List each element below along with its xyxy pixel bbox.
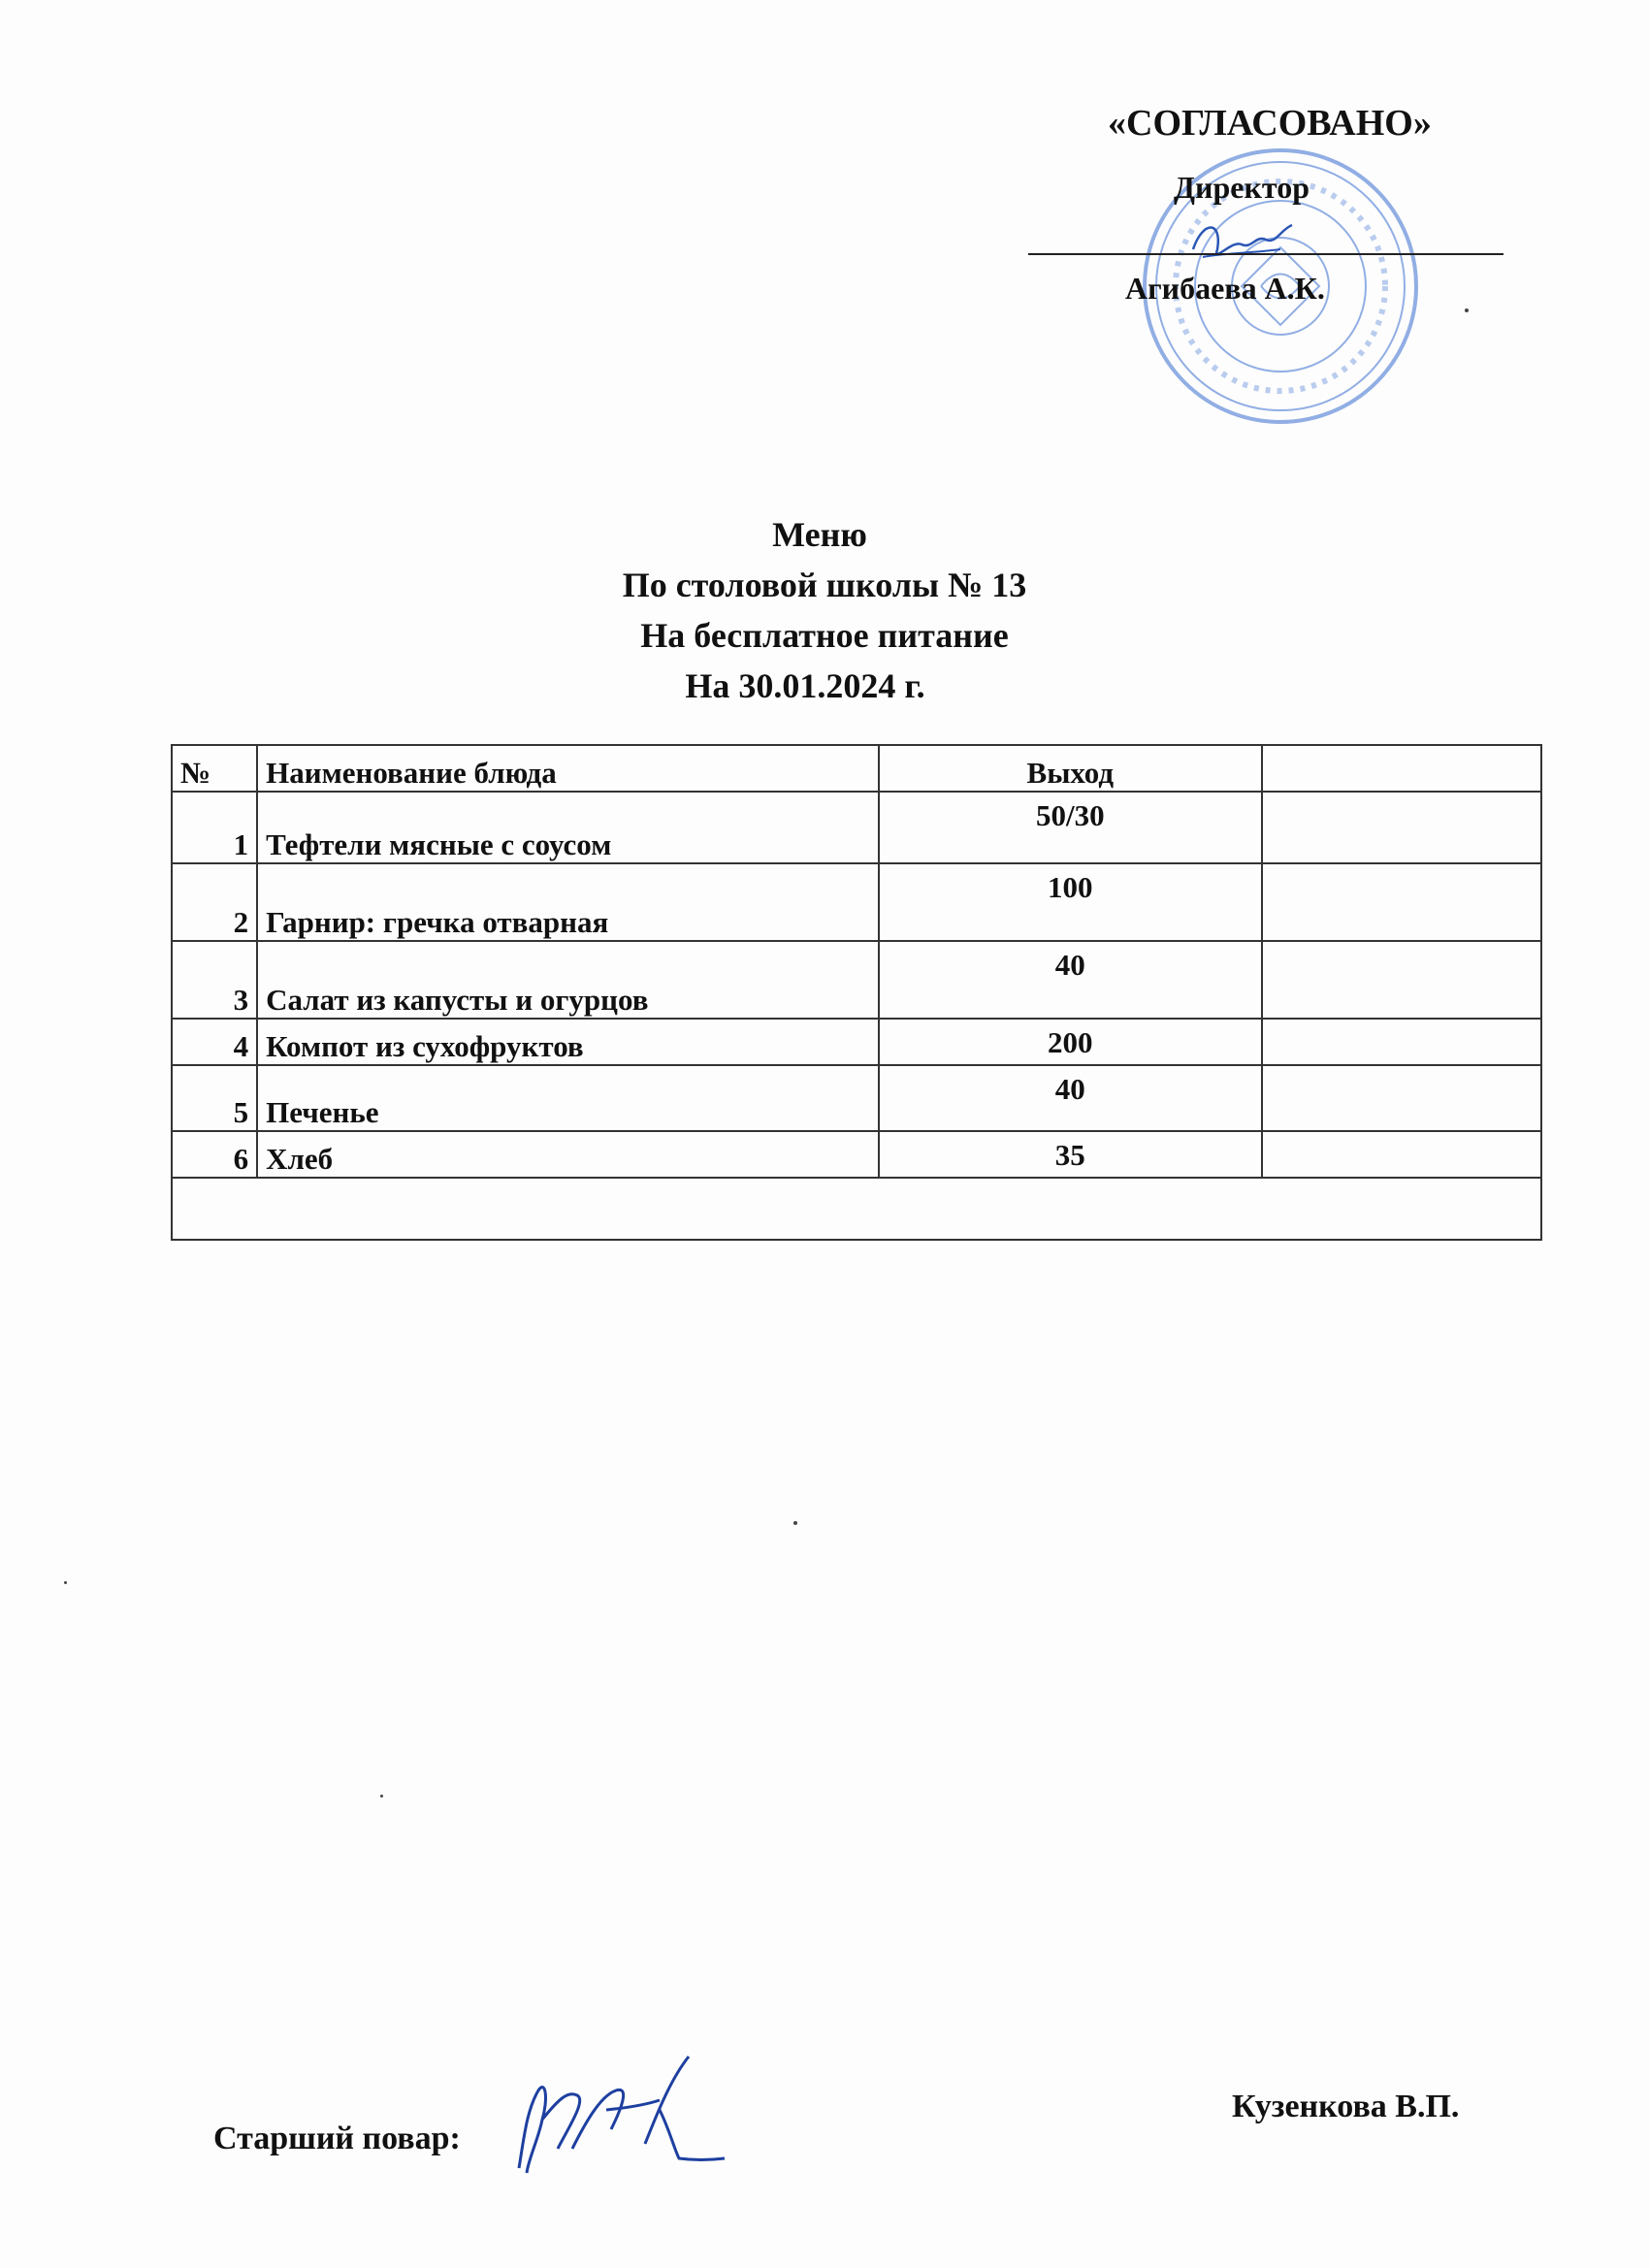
empty-footer-cell bbox=[172, 1178, 1541, 1240]
empty-cell bbox=[1262, 941, 1541, 1019]
chef-signature bbox=[500, 2052, 732, 2178]
dish-yield: 100 bbox=[879, 863, 1262, 941]
approval-name: Агибаева А.К. bbox=[1125, 271, 1325, 306]
table-row bbox=[172, 1131, 1541, 1178]
director-signature bbox=[1183, 211, 1300, 269]
header-line-1: Меню bbox=[772, 515, 867, 554]
table-row bbox=[172, 1065, 1541, 1131]
approval-block bbox=[1028, 102, 1513, 354]
scan-speck bbox=[380, 1795, 383, 1798]
table-row bbox=[172, 941, 1541, 1019]
approval-title: «СОГЛАСОВАНО» bbox=[1108, 103, 1432, 144]
approval-role: Директор bbox=[1174, 170, 1310, 205]
table-row bbox=[172, 863, 1541, 941]
header-line-2: По столовой школы № 13 bbox=[622, 566, 1027, 604]
empty-cell bbox=[1262, 1131, 1541, 1178]
header-line-4: На 30.01.2024 г. bbox=[685, 666, 925, 705]
dish-yield: 200 bbox=[879, 1019, 1262, 1065]
dish-name: Хлеб bbox=[257, 1131, 879, 1178]
dish-name: Компот из сухофруктов bbox=[257, 1019, 879, 1065]
dish-yield: 40 bbox=[879, 941, 1262, 1019]
empty-cell bbox=[1262, 1019, 1541, 1065]
scan-speck bbox=[793, 1521, 797, 1525]
row-number: 5 bbox=[172, 1065, 257, 1131]
column-header-yield: Выход bbox=[879, 745, 1262, 792]
row-number: 4 bbox=[172, 1019, 257, 1065]
column-header-dish: Наименование блюда bbox=[257, 745, 879, 792]
table-row bbox=[172, 792, 1541, 863]
row-number: 2 bbox=[172, 863, 257, 941]
table-row bbox=[172, 1019, 1541, 1065]
empty-cell bbox=[1262, 1065, 1541, 1131]
row-number: 3 bbox=[172, 941, 257, 1019]
chef-label: Старший повар: bbox=[213, 2121, 461, 2156]
dish-yield: 40 bbox=[879, 1065, 1262, 1131]
column-header-number: № bbox=[172, 745, 257, 792]
row-number: 1 bbox=[172, 792, 257, 863]
dish-yield: 35 bbox=[879, 1131, 1262, 1178]
header-line-3: На бесплатное питание bbox=[640, 616, 1009, 655]
scan-speck bbox=[64, 1581, 67, 1584]
chef-name: Кузенкова В.П. bbox=[1232, 2089, 1460, 2124]
empty-cell bbox=[1262, 863, 1541, 941]
table-footer-row bbox=[172, 1178, 1541, 1240]
dish-name: Тефтели мясные с соусом bbox=[257, 792, 879, 863]
signature-line bbox=[1028, 253, 1504, 255]
table-header-row bbox=[172, 745, 1541, 792]
scan-speck bbox=[1465, 308, 1469, 312]
empty-cell bbox=[1262, 792, 1541, 863]
dish-name: Гарнир: гречка отварная bbox=[257, 863, 879, 941]
column-header-extra bbox=[1262, 745, 1541, 792]
dish-name: Салат из капусты и огурцов bbox=[257, 941, 879, 1019]
row-number: 6 bbox=[172, 1131, 257, 1178]
document-header bbox=[0, 509, 1649, 711]
dish-yield: 50/30 bbox=[879, 792, 1262, 863]
menu-table bbox=[171, 744, 1542, 1241]
dish-name: Печенье bbox=[257, 1065, 879, 1131]
